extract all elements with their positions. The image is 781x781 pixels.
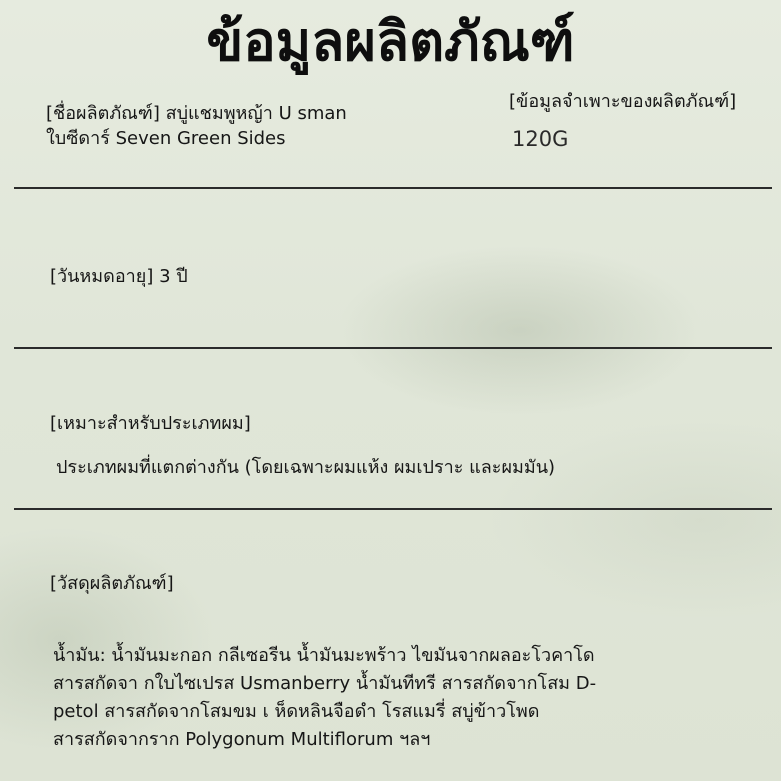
hair-type-label: [เหมาะสำหรับประเภทผม] (50, 413, 251, 434)
shelf-life-section (50, 264, 188, 289)
ingredients-label: [วัสดุผลิตภัณฑ์] (50, 573, 174, 594)
spec-value: 120G (512, 127, 569, 151)
ingredients-line: น้ำมัน: น้ำมันมะกอก กลีเซอรีน น้ำมันมะพร้าว ไขมันจากผลอะโวคาโด (53, 645, 595, 666)
divider-2 (14, 347, 772, 349)
page-title: ข้อมูลผลิตภัณฑ์ (206, 10, 575, 73)
product-name-value-line2: ใบซีดาร์ Seven Green Sides (46, 128, 286, 149)
spec-section (509, 89, 736, 152)
hair-type-value: ประเภทผมที่แตกต่างกัน (โดยเฉพาะผมแห้ง ผมเปราะ และผมมัน) (56, 457, 556, 478)
ingredients-line: สารสกัดจากราก Polygonum Multiflorum ฯลฯ (53, 729, 431, 750)
shelf-life-value: 3 ปี (159, 266, 188, 287)
product-name-value-line1: สบู่แชมพูหญ้า U sman (165, 103, 347, 124)
divider-1 (14, 187, 772, 189)
ingredients-line: สารสกัดจา กใบไซเปรส Usmanberry น้ำมันทีทรี สารสกัดจากโสม D- (53, 673, 597, 694)
divider-3 (14, 508, 772, 510)
product-name-line1 (46, 101, 347, 126)
ingredients-text (53, 642, 596, 754)
shelf-life-label: [วันหมดอายุ] (50, 266, 154, 287)
ingredients-line: petol สารสกัดจากโสมขม เ ห็ดหลินจือดำ โรสแมรี่ สบู่ข้าวโพด (53, 701, 540, 722)
product-name-section (46, 101, 347, 151)
spec-label: [ข้อมูลจำเพาะของผลิตภัณฑ์] (509, 91, 737, 112)
product-name-label: [ชื่อผลิตภัณฑ์] (46, 103, 160, 124)
